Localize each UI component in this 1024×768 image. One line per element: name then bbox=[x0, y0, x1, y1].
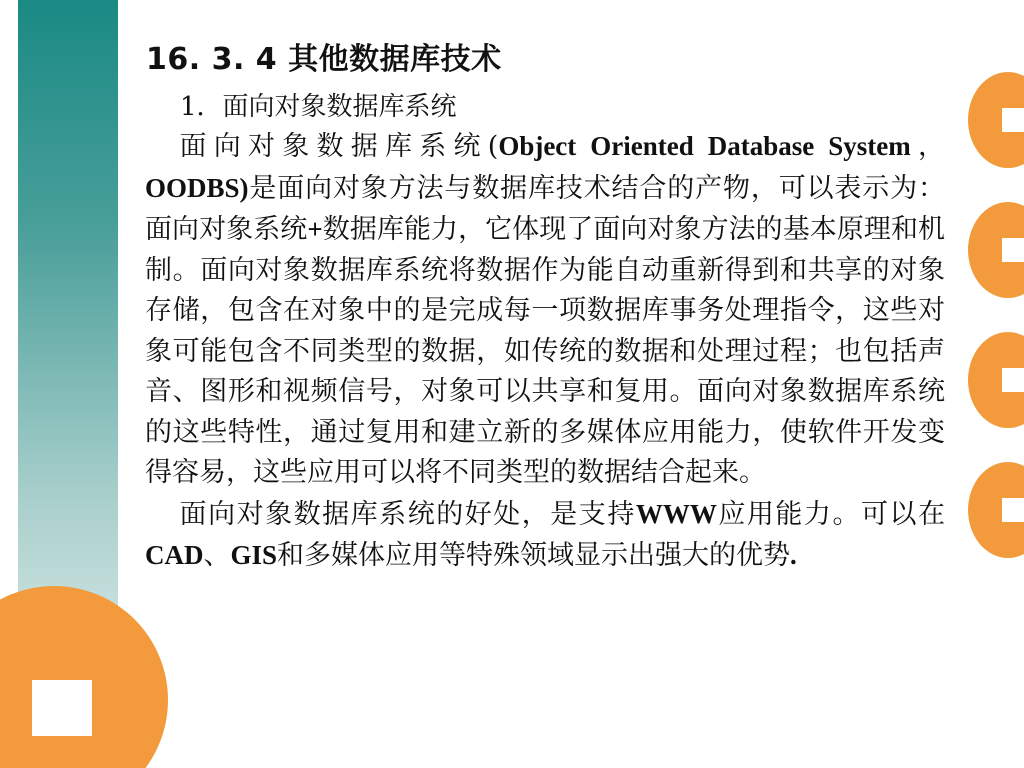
paragraph-oodbs-benefits bbox=[145, 494, 945, 577]
text-segment-latin: OODBS) bbox=[145, 172, 249, 203]
orange-dot-decoration bbox=[968, 462, 1024, 558]
text-segment-latin: + bbox=[307, 214, 323, 244]
white-square-decoration bbox=[32, 680, 92, 736]
white-square-decoration bbox=[1002, 498, 1024, 522]
text-segment-latin: GIS bbox=[230, 540, 278, 570]
text-segment: 、 bbox=[203, 540, 231, 571]
text-segment: 面向对象数据库系统的好处，是支持 bbox=[179, 498, 636, 530]
orange-dot-decoration bbox=[968, 72, 1024, 168]
body-text bbox=[145, 126, 945, 577]
orange-circle-decoration bbox=[0, 586, 168, 768]
orange-dot-decoration bbox=[968, 332, 1024, 428]
text-segment-latin: . bbox=[790, 540, 797, 570]
white-square-decoration bbox=[1002, 238, 1024, 262]
text-segment-latin: Object Oriented Database System bbox=[498, 131, 911, 161]
text-segment: 面向对象数据库系统( bbox=[179, 131, 499, 162]
paragraph-oodbs-definition bbox=[145, 126, 945, 494]
text-segment: 是面向对象方法与数据库技术结合的产物，可以表示为：面向对象系统 bbox=[145, 172, 945, 245]
text-segment: 应用能力。可以在 bbox=[716, 498, 946, 530]
slide-title: 16. 3. 4 其他数据库技术 bbox=[146, 42, 502, 77]
section-subheading: 1．面向对象数据库系统 bbox=[180, 92, 457, 122]
white-square-decoration bbox=[1002, 368, 1024, 392]
text-segment: ， bbox=[910, 131, 945, 162]
orange-dot-decoration bbox=[968, 202, 1024, 298]
text-segment: 数据库能力，它体现了面向对象方法的基本原理和机制。面向对象数据库系统将数据作为能自动重新得到和共享的对象存储，包含在对象中的是完成每一项数据库事务处理指令，这些对象可能包含不同类型的数据，如传统的数据和处理过程；也包括声音、图形和视频信号，对象可以共享和复用。面向对象数据库系统的这些特性，通过复用和建立新的多媒体应用能力，使软件开发变得容易，这些应用可以将不同类型的数据结合起来。 bbox=[145, 214, 946, 488]
white-square-decoration bbox=[1002, 108, 1024, 132]
text-segment-latin: CAD bbox=[145, 540, 204, 570]
text-segment: 和多媒体应用等特殊领域显示出强大的优势 bbox=[277, 540, 791, 571]
text-segment-latin: WWW bbox=[635, 498, 717, 529]
